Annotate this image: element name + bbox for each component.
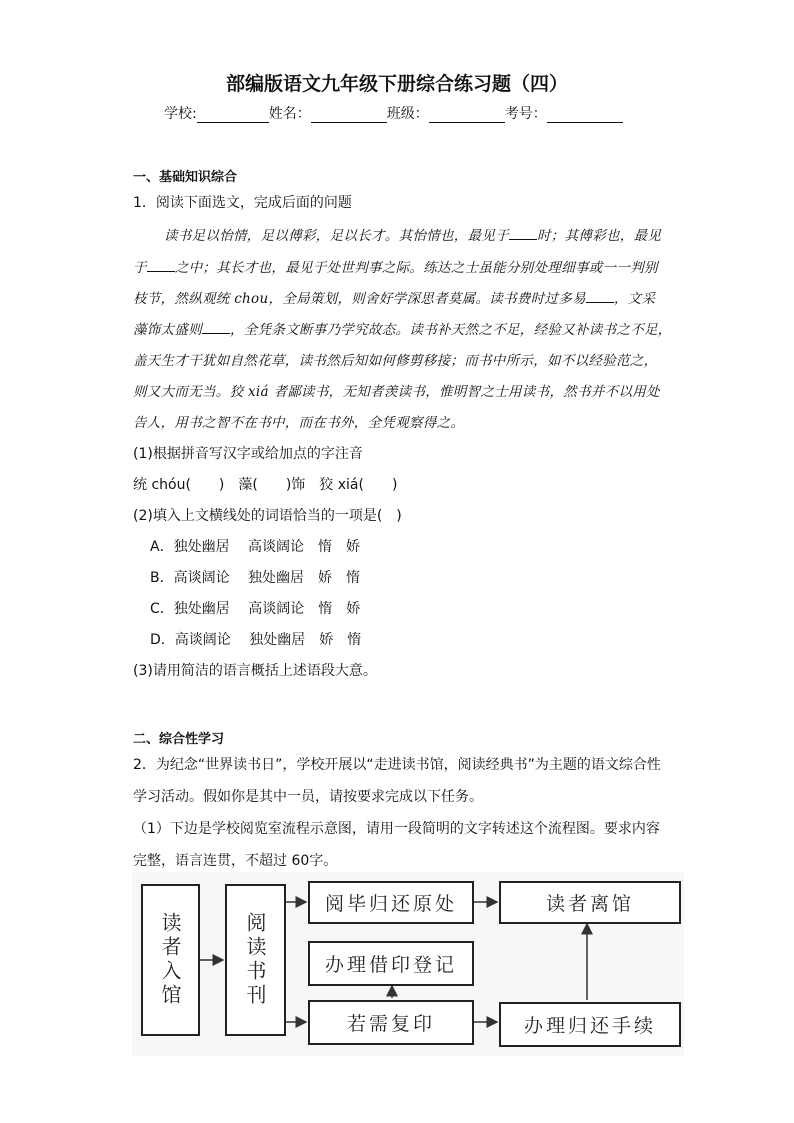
passage-blank-2 [147, 259, 175, 272]
class-label: 班级： [386, 106, 429, 122]
question2-line-1: 2．为纪念“世界读书日”，学校开展以“走进读书馆，阅读经典书”为主题的语文综合性 [133, 757, 661, 773]
passage-text: 于 [133, 260, 147, 276]
passage-text: ，全凭条文断事乃学究故态。读书补天然之不足，经验又补读书之不足， [230, 322, 672, 338]
node-return-procedure: 办理归还手续 [499, 1002, 681, 1047]
node-need-copy: 若需复印 [308, 1000, 474, 1045]
passage-blank-4 [202, 321, 230, 334]
option-a: A．独处幽居 高谈阔论 惰 娇 [150, 539, 361, 555]
question2-line-2: 学习活动。假如你是其中一员，请按要求完成以下任务。 [133, 789, 483, 805]
passage-text: 读书足以怡情，足以傅彩，足以长才。其怡情也，最见于 [164, 228, 509, 244]
name-label: 姓名： [268, 106, 311, 122]
q2-sub1-line-1: （1）下边是学校阅览室流程示意图，请用一段简明的文字转述这个流程图。要求内容 [133, 821, 660, 837]
passage-line-7: 告人，用书之智不在书中，而在书外，全凭观察得之。 [133, 415, 465, 431]
section2-heading: 二、综合性学习 [133, 732, 225, 747]
passage-line-5: 盖天生才干犹如自然花草，读书然后知如何修剪移接；而书中所示，如不以经验范之， [133, 353, 658, 369]
question1-stem: 1．阅读下面选文，完成后面的问题 [133, 195, 352, 211]
node-reader-enter: 读者入馆 [141, 884, 200, 1036]
section1-heading: 一、基础知识综合 [133, 170, 238, 185]
passage-line-3 [133, 287, 655, 307]
passage-line-2 [133, 256, 658, 276]
node-return-after-reading: 阅毕归还原处 [308, 881, 474, 924]
school-blank[interactable] [197, 108, 269, 123]
passage-text: 时；其傅彩也，最见 [537, 228, 662, 244]
subquestion-3: (3)请用简洁的语言概括上述语段大意。 [133, 663, 377, 679]
passage-line-4 [133, 318, 672, 338]
passage-line-6: 则又大而无当。狡 xiá 者鄙读书，无知者羡读书，惟明智之士用读书，然书并不以用处 [133, 384, 660, 400]
passage-text: 之中；其长才也，最见于处世判事之际。练达之士虽能分别处理细事或一一判别 [174, 260, 658, 276]
option-c: C．独处幽居 高谈阔论 惰 娇 [150, 601, 361, 617]
page-title: 部编版语文九年级下册综合练习题（四） [225, 73, 568, 95]
passage-text: 枝节，然纵观统 chou，全局策划，则舍好学深思者莫属。读书费时过多易 [133, 291, 586, 307]
id-blank[interactable] [547, 108, 623, 123]
q2-sub1-line-2: 完整，语言连贯，不超过 60字。 [133, 853, 338, 869]
subquestion-1: (1)根据拼音写汉字或给加点的字注音 [133, 446, 363, 462]
student-info-line [164, 103, 623, 123]
option-d: D．高谈阔论 独处幽居 娇 惰 [150, 632, 362, 648]
node-register-copy: 办理借印登记 [308, 941, 474, 986]
school-label: 学校: [164, 106, 197, 122]
name-blank[interactable] [311, 108, 387, 123]
subquestion-1-items: 统 chóu( ) 藻( )饰 狡 xiá( ) [133, 477, 398, 493]
node-read-books: 阅读书刊 [225, 884, 286, 1036]
passage-line-1 [164, 224, 661, 244]
subquestion-2: (2)填入上文横线处的词语恰当的一项是( ) [133, 508, 402, 524]
passage-text: ，文采 [613, 291, 656, 307]
id-label: 考号： [504, 106, 547, 122]
passage-blank-3 [586, 290, 614, 303]
passage-blank-1 [509, 227, 537, 240]
option-b: B．高谈阔论 独处幽居 娇 惰 [150, 570, 361, 586]
passage-text: 藻饰太盛则 [133, 322, 202, 338]
node-reader-leave: 读者离馆 [499, 881, 681, 924]
class-blank[interactable] [429, 108, 505, 123]
reading-room-flowchart [132, 872, 684, 1056]
